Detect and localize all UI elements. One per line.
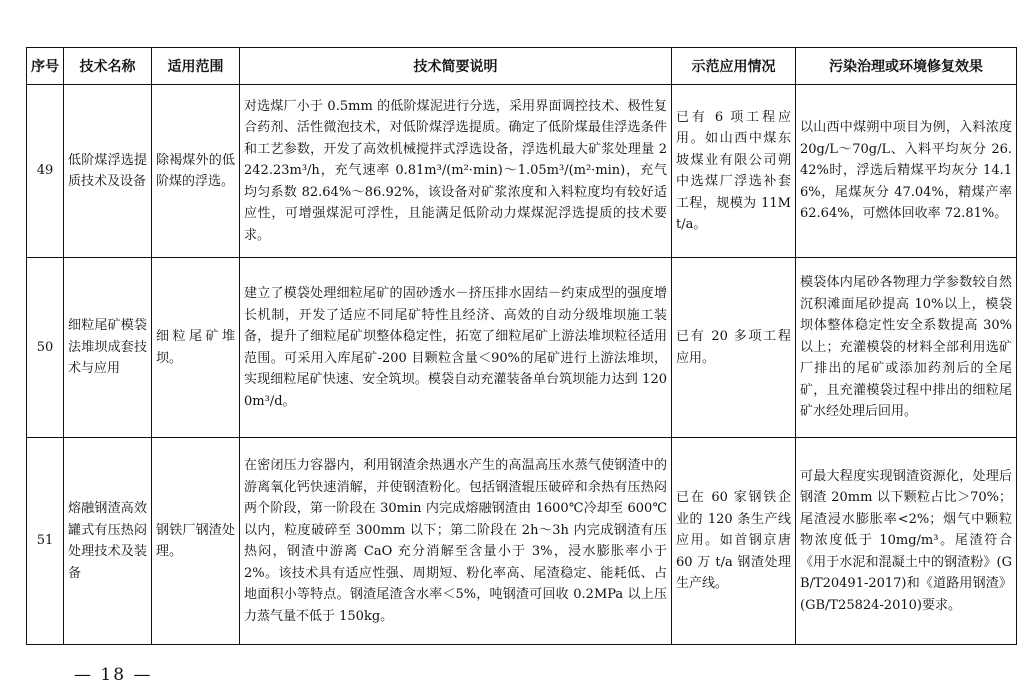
description-cell: 在密闭压力容器内，利用钢渣余热遇水产生的高温高压水蒸气使钢渣中的游离氧化钙快速消解，并使钢渣粉化。包括钢渣辊压破碎和余热有压热闷两个阶段，第一阶段在 30min 内完成熔融钢渣由 1600℃冷却至 600℃以内，粒度破碎至 300mm 以下；第二阶段在 2h～3h 内完成钢渣有压热闷，钢渣中游离 CaO 充分消解至含量小于 3%，浸水膨胀率小于 2%。该技术具有适应性强、周期短、粉化率高、尾渣稳定、能耗低、占地面积小等特点。钢渣尾渣含水率＜5%，吨钢渣可回收 0.2MPa 以上压力蒸气量不低于 150kg。 [240,438,672,645]
description-cell: 建立了模袋处理细粒尾矿的固砂透水－挤压排水固结－约束成型的强度增长机制，开发了适应不同尾矿特性且经济、高效的自动分级堆坝施工装备，提升了细粒尾矿坝整体稳定性，拓宽了细粒尾矿上游法堆坝粒径适用范围。可采用入库尾矿-200 目颗粒含量＜90%的尾矿进行上游法堆坝，实现细粒尾矿快速、安全筑坝。模袋自动充灌装备单台筑坝能力达到 1200m³/d。 [240,258,672,438]
header-demo-application: 示范应用情况 [672,48,796,85]
effect-cell: 可最大程度实现钢渣资源化，处理后钢渣 20mm 以下颗粒占比＞70%；尾渣浸水膨胀率<2%；烟气中颗粒物浓度低于 10mg/m³。尾渣符合《用于水泥和混凝土中的钢渣粉》(GB/T20491-2017)和《道路用钢渣》(GB/T25824-2010)要求。 [796,438,1017,645]
scope-cell: 除褐煤外的低阶煤的浮选。 [152,85,240,258]
effect-cell: 模袋体内尾砂各物理力学参数较自然沉积滩面尾砂提高 10%以上，模袋坝体整体稳定性安全系数提高 30%以上；充灌模袋的材料全部利用选矿厂排出的尾矿或添加药剂后的全尾矿，且充灌模袋过程中排出的细粒尾矿水经处理后回用。 [796,258,1017,438]
description-cell: 对选煤厂小于 0.5mm 的低阶煤泥进行分选，采用界面调控技术、极性复合药剂、活性微泡技术，对低阶煤浮选提质。确定了低阶煤最佳浮选条件和工艺参数，开发了高效机械搅拌式浮选设备，浮选机最大矿浆处理量 2242.23m³/h，充气速率 0.81m³/(m²·min)～1.05m³/(m²·min)，充气均匀系数 82.64%～86.92%，该设备对矿浆浓度和入料粒度均有较好适应性，可增强煤泥可浮性，且能满足低阶动力煤煤泥浮选提质的技术要求。 [240,85,672,258]
row-number: 49 [27,85,64,258]
effect-cell: 以山西中煤朔中项目为例，入料浓度 20g/L～70g/L、入料平均灰分 26.42%时，浮选后精煤平均灰分 14.16%，尾煤灰分 47.04%，精煤产率 62.64%，可燃体回收率 72.81%。 [796,85,1017,258]
scope-cell: 钢铁厂钢渣处理。 [152,438,240,645]
header-seq: 序号 [27,48,64,85]
header-description: 技术简要说明 [240,48,672,85]
table-row [27,258,1017,438]
row-number: 50 [27,258,64,438]
page-number: — 18 — [74,665,153,685]
demo-cell: 已在 60 家钢铁企业的 120 条生产线应用。如首钢京唐 60 万 t/a 钢渣处理生产线。 [672,438,796,645]
technology-table [26,47,1017,645]
tech-name-cell: 熔融钢渣高效罐式有压热闷处理技术及装备 [64,438,152,645]
table-header-row [27,48,1017,85]
header-tech-name: 技术名称 [64,48,152,85]
demo-cell: 已有 20 多项工程应用。 [672,258,796,438]
tech-name-cell: 低阶煤浮选提质技术及设备 [64,85,152,258]
demo-cell: 已有 6 项工程应用。如山西中煤东坡煤业有限公司朔中选煤厂浮选补套工程，规模为 11Mt/a。 [672,85,796,258]
scope-cell: 细粒尾矿堆坝。 [152,258,240,438]
table-row [27,438,1017,645]
tech-name-cell: 细粒尾矿模袋法堆坝成套技术与应用 [64,258,152,438]
row-number: 51 [27,438,64,645]
header-scope: 适用范围 [152,48,240,85]
header-effect: 污染治理或环境修复效果 [796,48,1017,85]
table-row [27,85,1017,258]
